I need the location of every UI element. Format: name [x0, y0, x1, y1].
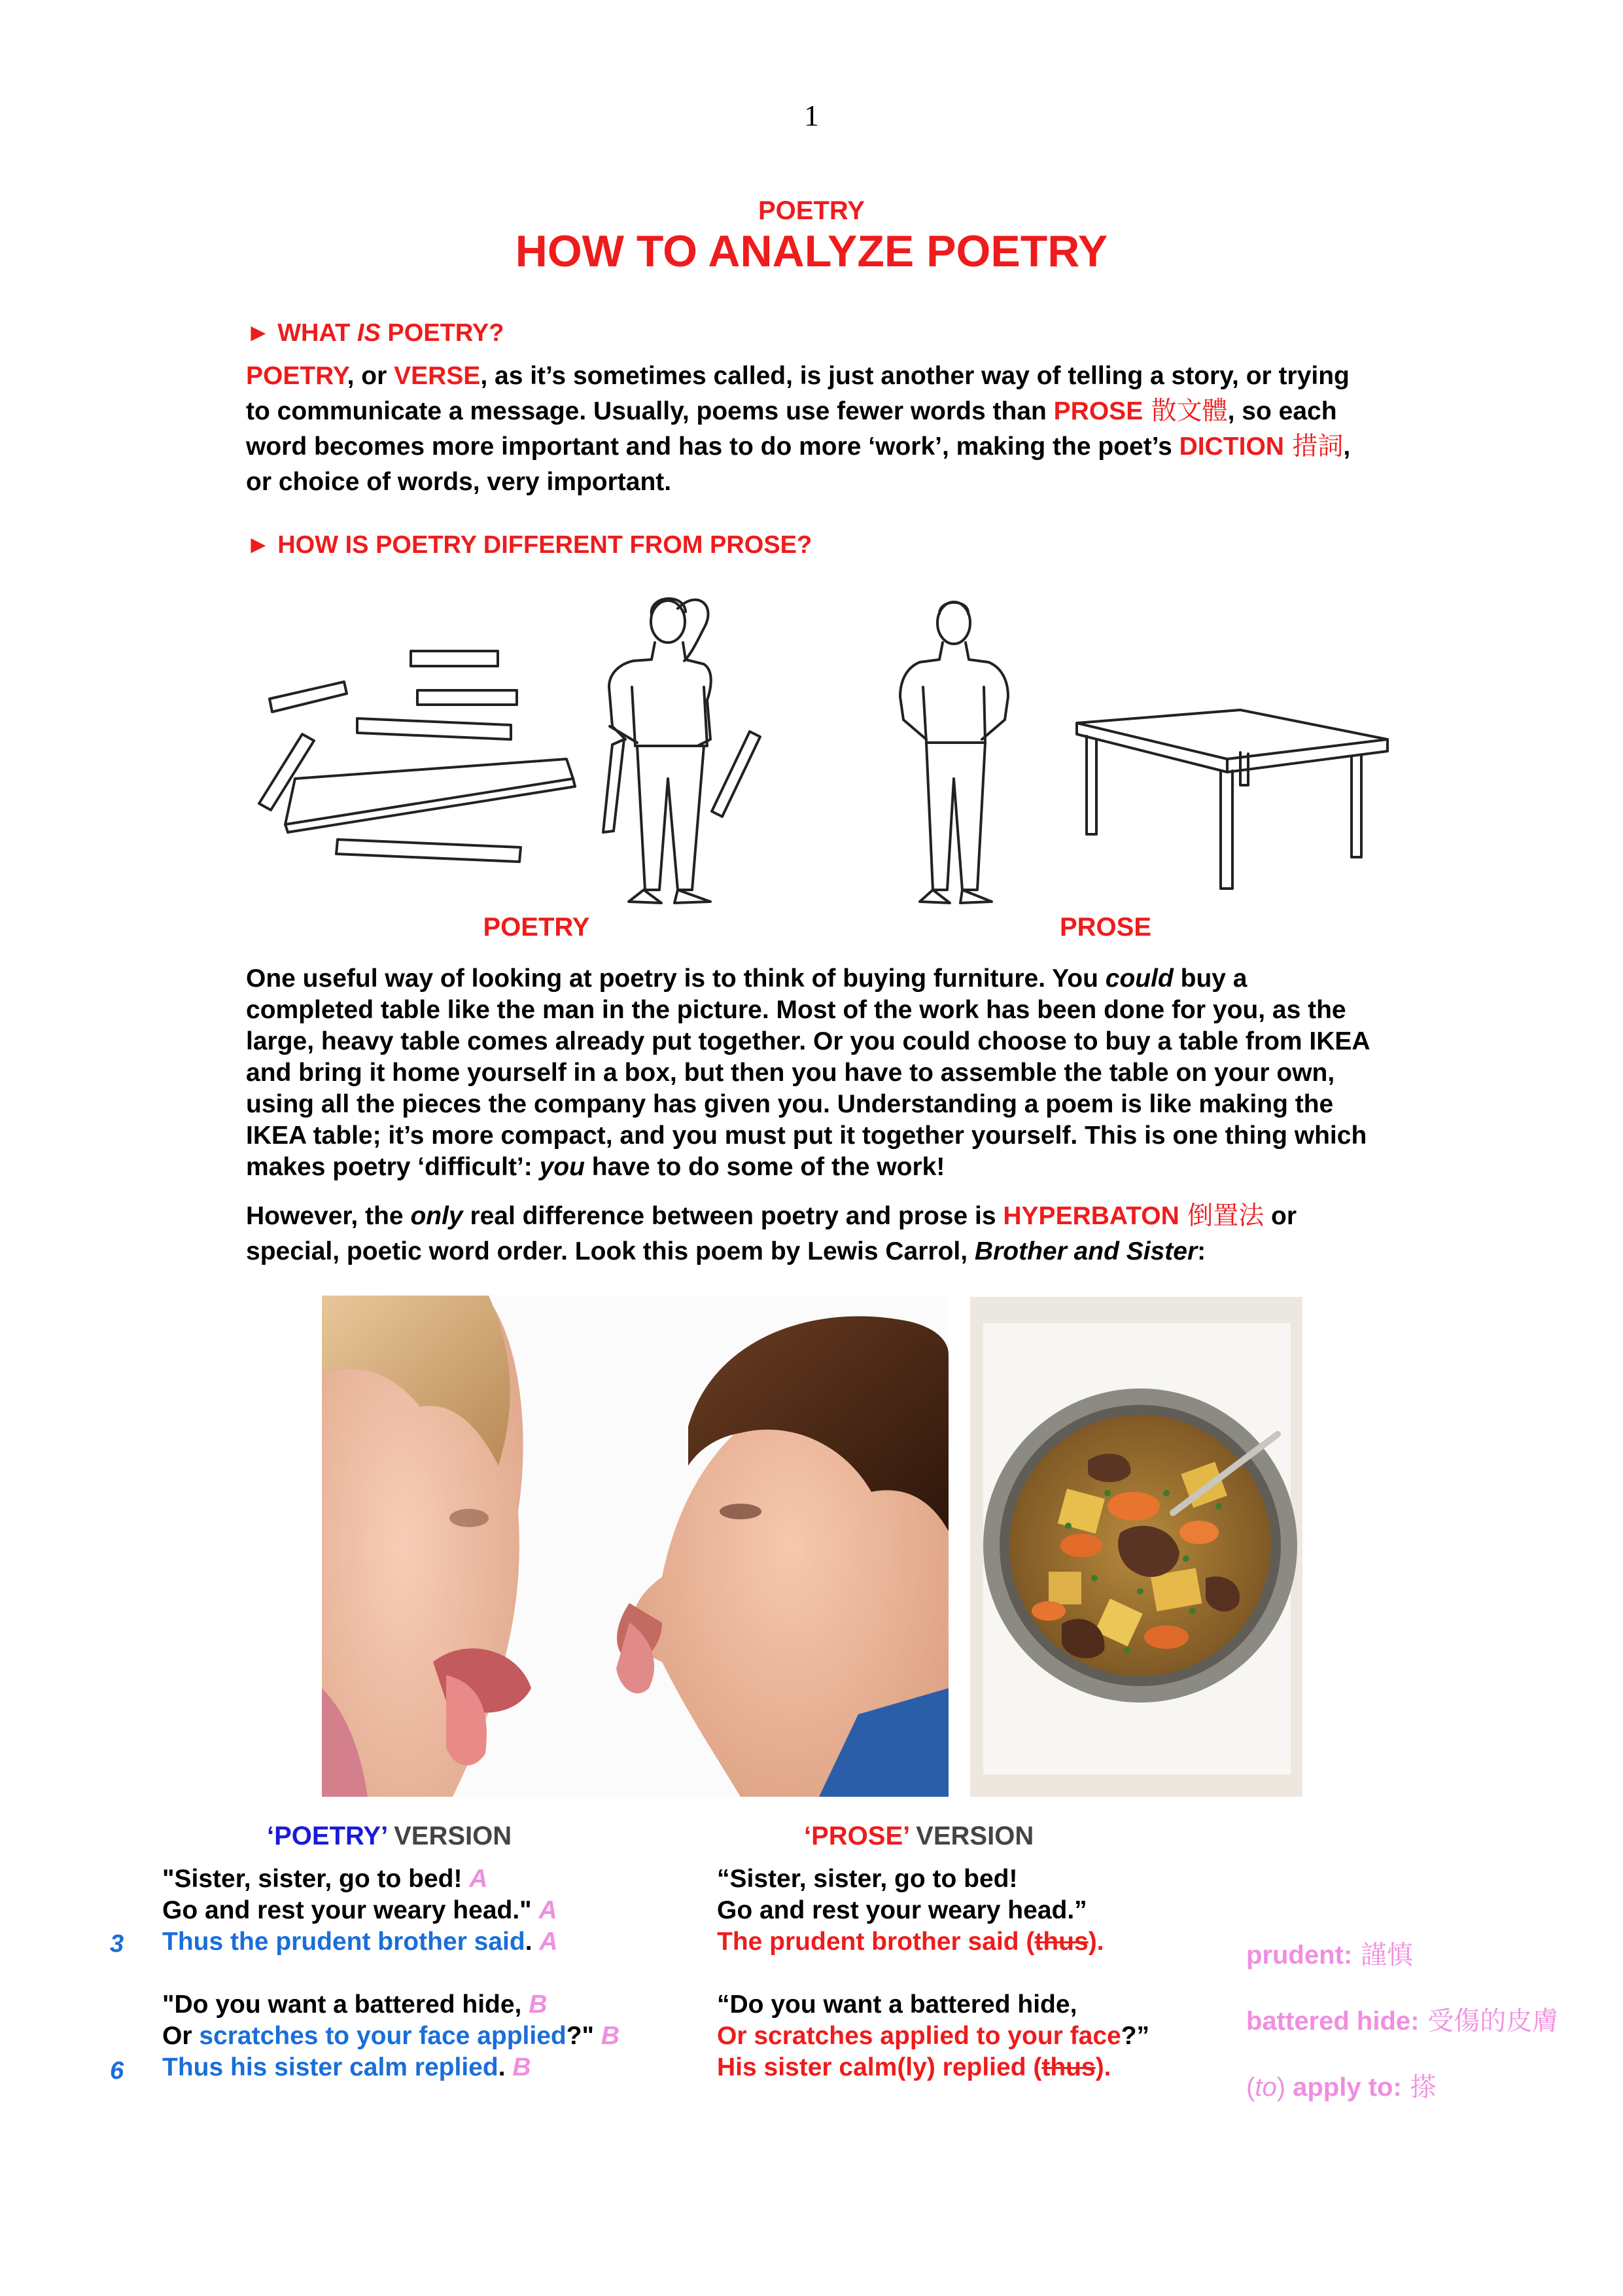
heading-what-is-poetry: [246, 319, 504, 347]
line-text: The prudent brother said (: [717, 1928, 1035, 1956]
gloss-definition: 受傷的皮膚: [1419, 2006, 1559, 2036]
gloss-definition: 搽: [1401, 2072, 1437, 2102]
page-title: HOW TO ANALYZE POETRY: [515, 226, 1108, 276]
arrow-icon: ►: [246, 319, 271, 347]
paragraph-what-is-poetry: [246, 359, 1378, 500]
poem-line-5: [162, 2021, 620, 2052]
poem-poetry-version: [162, 1863, 620, 2083]
confused-man-figure: [609, 599, 711, 903]
gloss-term: battered hide:: [1246, 2007, 1420, 2036]
gloss-term: prudent:: [1246, 1941, 1353, 1969]
label-poetry: ‘POETRY’: [267, 1822, 387, 1850]
line-text: His sister calm(ly) replied (: [717, 2053, 1042, 2081]
term-diction-chinese: 措詞: [1283, 432, 1344, 461]
line-number-6: 6: [110, 2057, 124, 2085]
gloss-term: apply to:: [1293, 2073, 1402, 2102]
prose-line-5: [717, 2021, 1149, 2052]
line-text: "Sister, sister, go to bed!: [162, 1865, 470, 1893]
text: , or choice of words, very important.: [246, 433, 1351, 496]
caption-poetry: POETRY: [483, 913, 590, 942]
poem-title: Brother and Sister: [974, 1237, 1198, 1265]
poem-prose-version: [717, 1863, 1149, 2083]
poem-line-6: [162, 2052, 620, 2083]
line-text: Thus his sister calm replied: [162, 2053, 498, 2081]
line-text-highlight: Or scratches applied to your face: [717, 2022, 1121, 2050]
gloss-prefix: to: [1255, 2073, 1277, 2102]
label-poetry-version: [267, 1822, 512, 1851]
rhyme-marker: B: [512, 2053, 531, 2081]
prose-line-6: [717, 2052, 1149, 2083]
line-text: ).: [1088, 1928, 1104, 1956]
term-diction: DICTION: [1179, 433, 1284, 461]
page-number: 1: [804, 99, 819, 132]
rhyme-marker: A: [469, 1865, 488, 1893]
line-text-highlight: scratches to your face applied: [199, 2022, 567, 2050]
standing-man-figure: [900, 602, 1008, 903]
text: or special, poetic word order. Look this poem by Lewis Carrol,: [246, 1202, 1297, 1265]
text: have to do some of the work!: [584, 1153, 945, 1181]
line-text: Or: [162, 2022, 200, 2050]
text: :: [1197, 1237, 1206, 1265]
gloss-definition: 謹慎: [1352, 1940, 1413, 1970]
children-photo: [322, 1296, 949, 1797]
poem-line-1: [162, 1863, 620, 1895]
gloss-paren: ): [1276, 2073, 1293, 2102]
emphasis-could: could: [1105, 964, 1174, 993]
term-poetry: POETRY: [246, 362, 347, 390]
text: , so each word becomes more important and has to do more ‘work’, making the poet’s: [246, 397, 1337, 461]
struck-word: thus: [1034, 1928, 1089, 1956]
prose-line-2: Go and rest your weary head.”: [717, 1896, 1087, 1924]
line-punctuation: .: [498, 2053, 506, 2081]
text: real difference between poetry and prose is: [462, 1202, 1003, 1230]
prose-line-3: [717, 1926, 1149, 1958]
rhyme-marker: B: [529, 1990, 548, 2019]
caption-prose: PROSE: [1059, 913, 1152, 942]
paragraph-hyperbaton: [246, 1199, 1378, 1269]
line-text: ?": [566, 2022, 601, 2050]
heading-poetry-vs-prose: [246, 531, 812, 559]
label-version-word: VERSION: [909, 1822, 1034, 1850]
label-prose-version: [804, 1822, 1034, 1851]
gloss-apply-to: [1246, 2066, 1437, 2104]
term-prose: PROSE: [1053, 397, 1143, 425]
term-prose-chinese: 散文體: [1143, 397, 1228, 426]
prose-line-4: “Do you want a battered hide,: [717, 1990, 1077, 2019]
poem-line-2: [162, 1895, 620, 1926]
text: One useful way of looking at poetry is to think of buying furniture. You: [246, 964, 1106, 993]
text: buy a completed table like the man in the picture. Most of the work has been done for you, as the large, heavy table comes already put together. Or you could choose to buy a table from IKEA and bring it home yourself in a box, but then you have to assemble the table on your own, using all the pieces the company has given you. Understanding a poem is like making the IKEA table; it’s more compact, and you must put it together yourself. This is one thing which makes poetry ‘difficult’:: [246, 964, 1370, 1181]
rhyme-marker: A: [539, 1928, 558, 1956]
heading-text: POETRY?: [380, 319, 504, 347]
emphasis-you: you: [539, 1153, 585, 1181]
gloss-paren: (: [1246, 2073, 1255, 2102]
poem-line-4: [162, 1989, 620, 2021]
gloss-battered-hide: [1246, 2000, 1558, 2038]
line-number-3: 3: [110, 1930, 124, 1958]
term-verse: VERSE: [394, 362, 481, 390]
furniture-illustration: [246, 582, 1397, 916]
assembled-table: [1077, 710, 1387, 889]
text: , or: [347, 362, 394, 390]
line-text: ).: [1095, 2053, 1111, 2081]
text: However, the: [246, 1202, 411, 1230]
line-text: ?”: [1121, 2022, 1150, 2050]
line-text: Thus the prudent brother said: [162, 1928, 525, 1956]
text: , as it’s sometimes called, is just another way of telling a story, or trying to communicate a message. Usually, poems use fewer words than: [246, 362, 1350, 425]
heading-emphasis: IS: [357, 319, 381, 347]
flat-pack-pieces: [259, 651, 760, 862]
arrow-icon: ►: [246, 531, 271, 559]
struck-word: thus: [1041, 2053, 1096, 2081]
term-hyperbaton: HYPERBATON: [1003, 1202, 1179, 1230]
section-kicker: POETRY: [758, 196, 865, 225]
gloss-prudent: [1246, 1934, 1413, 1971]
term-hyperbaton-chinese: 倒置法: [1179, 1201, 1265, 1231]
poem-line-3: [162, 1926, 620, 1958]
label-version-word: VERSION: [387, 1822, 512, 1850]
heading-text: HOW IS POETRY DIFFERENT FROM PROSE?: [277, 531, 812, 559]
line-text: Go and rest your weary head.": [162, 1896, 539, 1924]
emphasis-only: only: [410, 1202, 463, 1230]
prose-line-1: “Sister, sister, go to bed!: [717, 1865, 1018, 1893]
label-prose: ‘PROSE’: [804, 1822, 909, 1850]
stew-photo: [970, 1297, 1302, 1797]
heading-text: WHAT: [277, 319, 357, 347]
line-text: "Do you want a battered hide,: [162, 1990, 529, 2019]
line-punctuation: .: [525, 1928, 532, 1956]
rhyme-marker: B: [601, 2022, 620, 2050]
paragraph-furniture-analogy: [246, 963, 1378, 1183]
rhyme-marker: A: [538, 1896, 557, 1924]
